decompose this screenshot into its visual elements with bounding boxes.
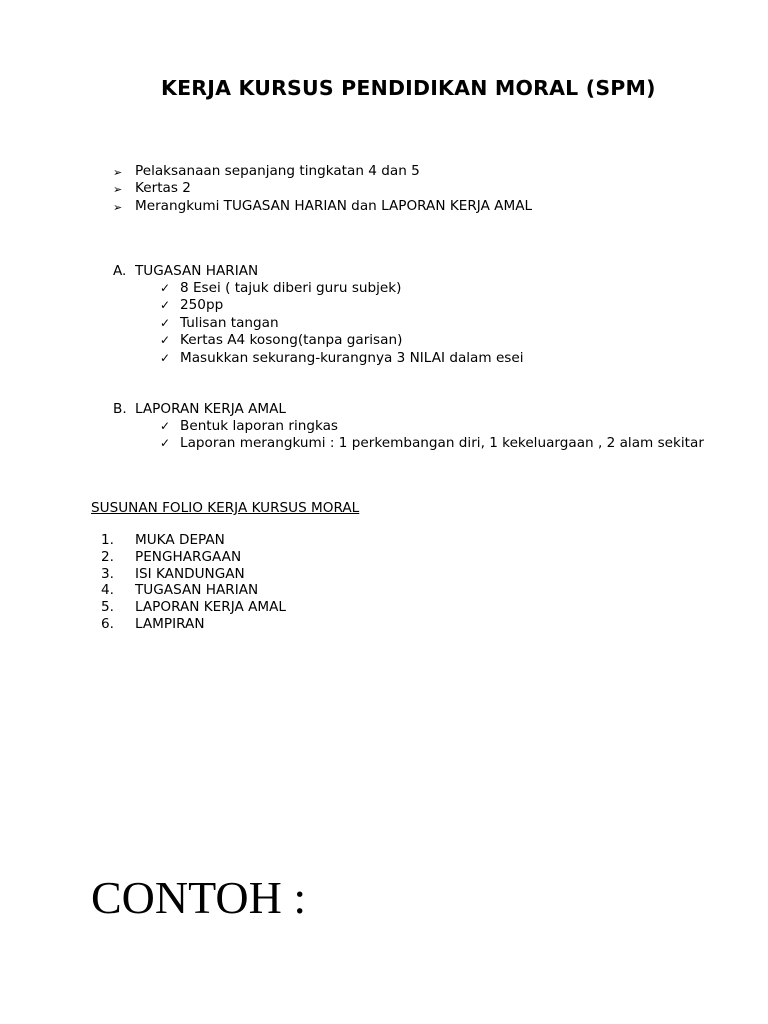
section-b-item: Bentuk laporan ringkas	[180, 418, 339, 434]
folio-item-number: 5.	[101, 599, 114, 615]
checkmark-icon: ✓	[160, 281, 171, 295]
folio-item-number: 2.	[101, 549, 114, 565]
folio-item-number: 4.	[101, 582, 114, 598]
folio-item-label: LAPORAN KERJA AMAL	[135, 599, 287, 615]
checkmark-icon: ✓	[160, 298, 171, 312]
section-a-item: 8 Esei ( tajuk diberi guru subjek)	[180, 280, 402, 296]
section-b-letter: B.	[113, 401, 127, 417]
folio-item-label: LAMPIRAN	[135, 616, 205, 632]
intro-bullet: Pelaksanaan sepanjang tingkatan 4 dan 5	[135, 163, 420, 179]
checkmark-icon: ✓	[160, 333, 171, 347]
folio-item-label: TUGASAN HARIAN	[135, 582, 259, 598]
arrow-bullet-icon: ➢	[113, 166, 123, 179]
arrow-bullet-icon: ➢	[113, 201, 123, 214]
folio-item-number: 6.	[101, 616, 114, 632]
folio-item-number: 3.	[101, 566, 114, 582]
folio-heading: SUSUNAN FOLIO KERJA KURSUS MORAL	[91, 500, 360, 516]
contoh-heading: CONTOH :	[91, 872, 307, 923]
folio-item-number: 1.	[101, 532, 114, 548]
checkmark-icon: ✓	[160, 316, 171, 330]
section-a-item: Kertas A4 kosong(tanpa garisan)	[180, 332, 403, 348]
page-title: KERJA KURSUS PENDIDIKAN MORAL (SPM)	[161, 76, 656, 100]
intro-bullet: Merangkumi TUGASAN HARIAN dan LAPORAN KERJA AMAL	[135, 198, 533, 214]
section-a-item: Masukkan sekurang-kurangnya 3 NILAI dalam esei	[180, 350, 524, 366]
section-b-item: Laporan merangkumi : 1 perkembangan diri, 1 kekeluargaan , 2 alam sekitar	[180, 435, 704, 451]
section-a-letter: A.	[113, 263, 127, 279]
arrow-bullet-icon: ➢	[113, 183, 123, 196]
folio-item-label: MUKA DEPAN	[135, 532, 225, 548]
checkmark-icon: ✓	[160, 436, 171, 450]
section-a-item: 250pp	[180, 297, 224, 313]
folio-item-label: ISI KANDUNGAN	[135, 566, 245, 582]
section-a-item: Tulisan tangan	[180, 315, 279, 331]
checkmark-icon: ✓	[160, 419, 171, 433]
folio-item-label: PENGHARGAAN	[135, 549, 242, 565]
checkmark-icon: ✓	[160, 351, 171, 365]
section-a-heading: TUGASAN HARIAN	[135, 263, 259, 279]
intro-bullet: Kertas 2	[135, 180, 191, 196]
section-b-heading: LAPORAN KERJA AMAL	[135, 401, 287, 417]
